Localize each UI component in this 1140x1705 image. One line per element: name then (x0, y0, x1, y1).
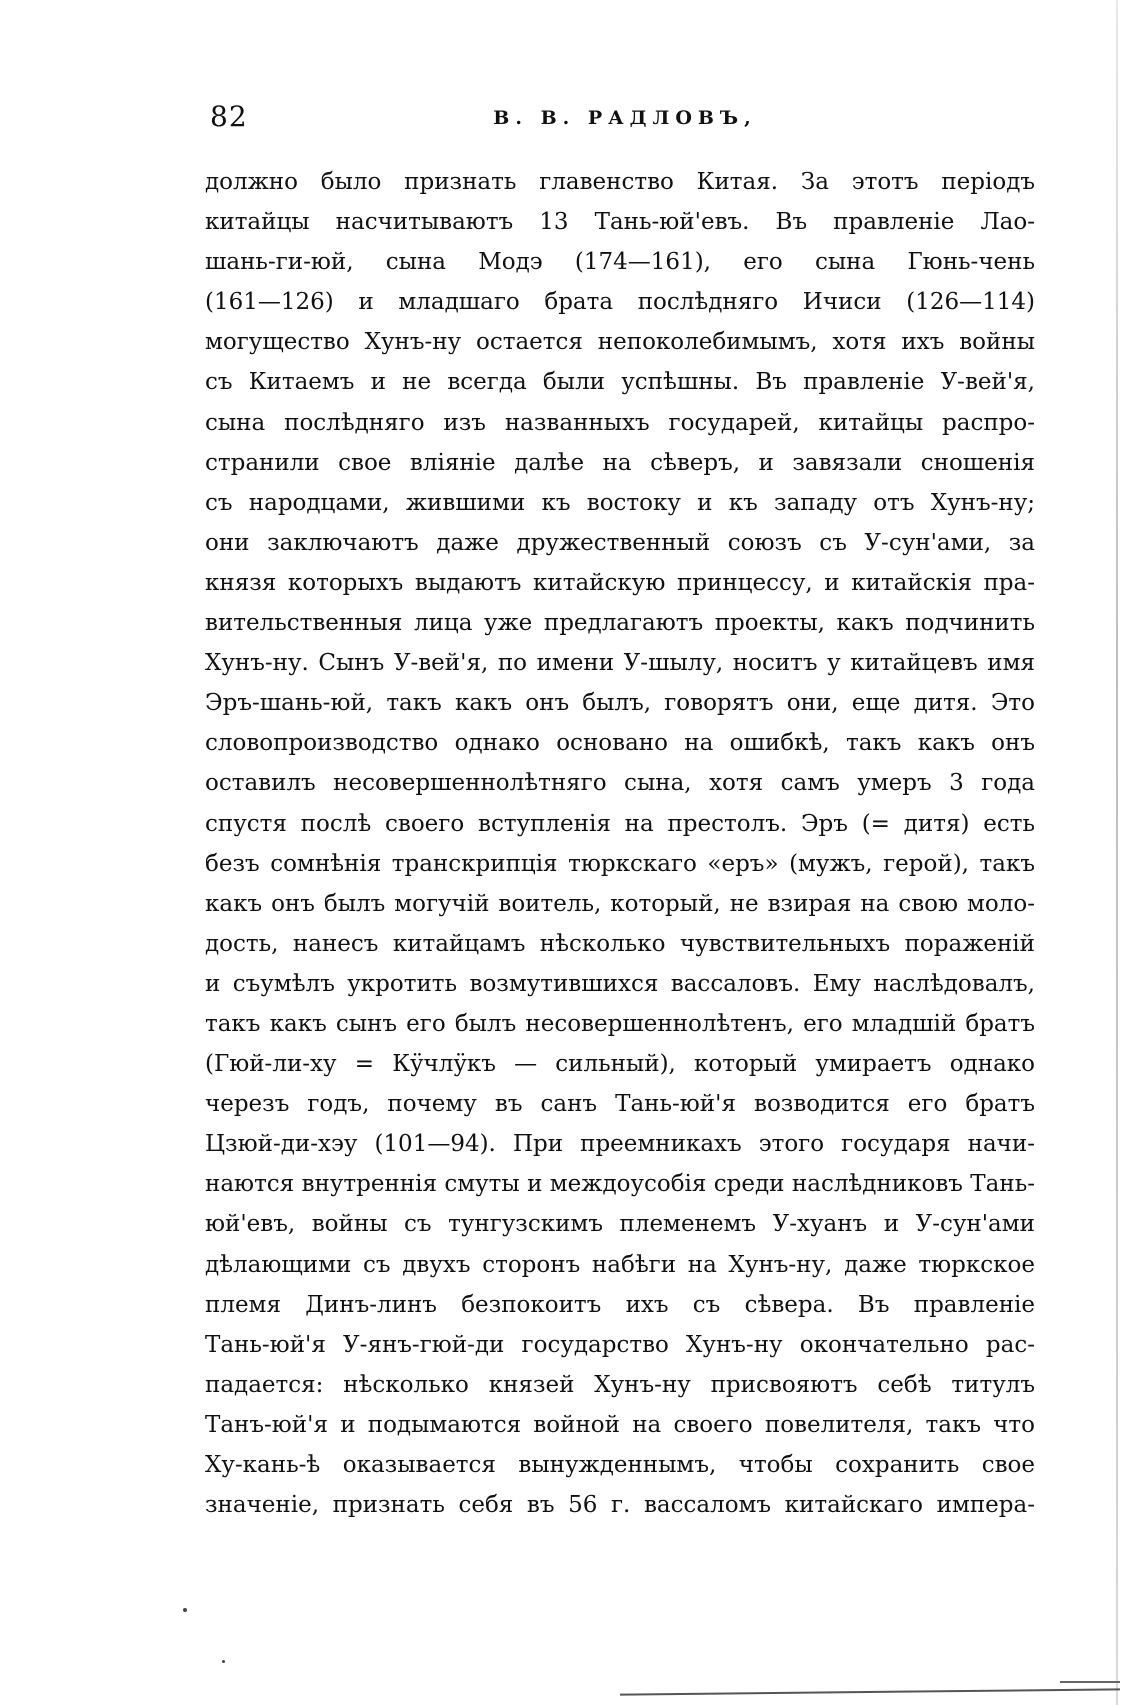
text-line: съ народцами, жившими къ востоку и къ западу отъ Хунъ-ну; (205, 489, 1035, 516)
page-edge-rule-secondary (1060, 1681, 1120, 1683)
ink-speck (183, 1608, 187, 1612)
running-head: В. В. РАДЛОВЪ, (493, 107, 757, 129)
text-line: Хунъ-ну. Сынъ У-вей'я, по имени У-шылу, носитъ у китайцевъ имя (205, 650, 1035, 677)
page-edge-rule (620, 1688, 1120, 1695)
text-line: съ Китаемъ и не всегда были успѣшны. Въ правленіе У-вей'я, (205, 369, 1035, 396)
page-number: 82 (210, 100, 248, 133)
text-line: могущество Хунъ-ну остается непоколебимымъ, хотя ихъ войны (205, 329, 1035, 356)
text-line: племя Динъ-линъ безпокоитъ ихъ съ сѣвера. Въ правленіе (205, 1291, 1035, 1318)
text-line: китайцы насчитываютъ 13 Тань-юй'евъ. Въ правленіе Лао- (205, 209, 1035, 236)
text-line: значеніе, признать себя въ 56 г. вассаломъ китайскаго импера- (205, 1492, 1035, 1519)
text-line: Цзюй-ди-хэу (101—94). При преемникахъ этого государя начи- (205, 1131, 1035, 1158)
text-line: (Гюй-ли-ху = Кӱчлӱкъ — сильный), который умираетъ однако (205, 1051, 1035, 1078)
text-line: юй'евъ, войны съ тунгузскимъ племенемъ У-хуанъ и У-сун'ами (205, 1211, 1035, 1238)
text-line: и съумѣлъ укротить возмутившихся вассаловъ. Ему наслѣдовалъ, (205, 970, 1035, 997)
text-line: вительственныя лица уже предлагаютъ проекты, какъ подчинить (205, 610, 1035, 637)
body-text (205, 162, 1035, 1525)
text-line: странили свое вліяніе далѣе на сѣверъ, и завязали сношенія (205, 449, 1035, 476)
text-line: Танъ-юй'я и подымаются войной на своего повелителя, такъ что (205, 1411, 1035, 1438)
text-line: падается: нѣсколько князей Хунъ-ну присвояютъ себѣ титулъ (205, 1371, 1035, 1398)
text-line: должно было признать главенство Китая. За этотъ періодъ (205, 169, 1035, 195)
text-line: какъ онъ былъ могучій воитель, который, не взирая на свою моло- (205, 890, 1035, 917)
text-line: они заключаютъ даже дружественный союзъ съ У-сун'ами, за (205, 529, 1035, 556)
text-line: спустя послѣ своего вступленія на престолъ. Эръ (= дитя) есть (205, 810, 1035, 837)
text-line: наются внутреннія смуты и междоусобія среди наслѣдниковъ Тань- (205, 1171, 1035, 1198)
text-line: черезъ годъ, почему въ санъ Тань-юй'я возводится его братъ (205, 1091, 1035, 1118)
binding-edge (1116, 0, 1118, 1705)
text-line: дость, нанесъ китайцамъ нѣсколько чувствительныхъ пораженій (205, 930, 1035, 957)
text-line: (161—126) и младшаго брата послѣдняго Ичиси (126—114) (205, 289, 1035, 316)
text-line: сына послѣдняго изъ названныхъ государей, китайцы распро- (205, 409, 1035, 436)
text-line: шань-ги-юй, сына Модэ (174—161), его сына Гюнь-чень (205, 249, 1035, 276)
text-line: словопроизводство однако основано на ошибкѣ, такъ какъ онъ (205, 730, 1035, 757)
text-line: оставилъ несовершеннолѣтняго сына, хотя самъ умеръ 3 года (205, 770, 1035, 797)
text-line: безъ сомнѣнія транскрипція тюркскаго «еръ» (мужъ, герой), такъ (205, 850, 1035, 877)
text-line: такъ какъ сынъ его былъ несовершеннолѣтенъ, его младшій братъ (205, 1010, 1035, 1037)
text-line: Эръ-шань-юй, такъ какъ онъ былъ, говорятъ они, еще дитя. Это (205, 690, 1035, 717)
ink-speck (222, 1660, 225, 1663)
text-line: Тань-юй'я У-янъ-гюй-ди государство Хунъ-ну окончательно рас- (205, 1331, 1035, 1358)
text-line: князя которыхъ выдаютъ китайскую принцессу, и китайскія пра- (205, 569, 1035, 596)
text-line: Ху-кань-ѣ оказывается вынужденнымъ, чтобы сохранить свое (205, 1452, 1035, 1478)
page-header (210, 100, 1040, 140)
text-line: дѣлающими съ двухъ сторонъ набѣги на Хунъ-ну, даже тюркское (205, 1251, 1035, 1278)
